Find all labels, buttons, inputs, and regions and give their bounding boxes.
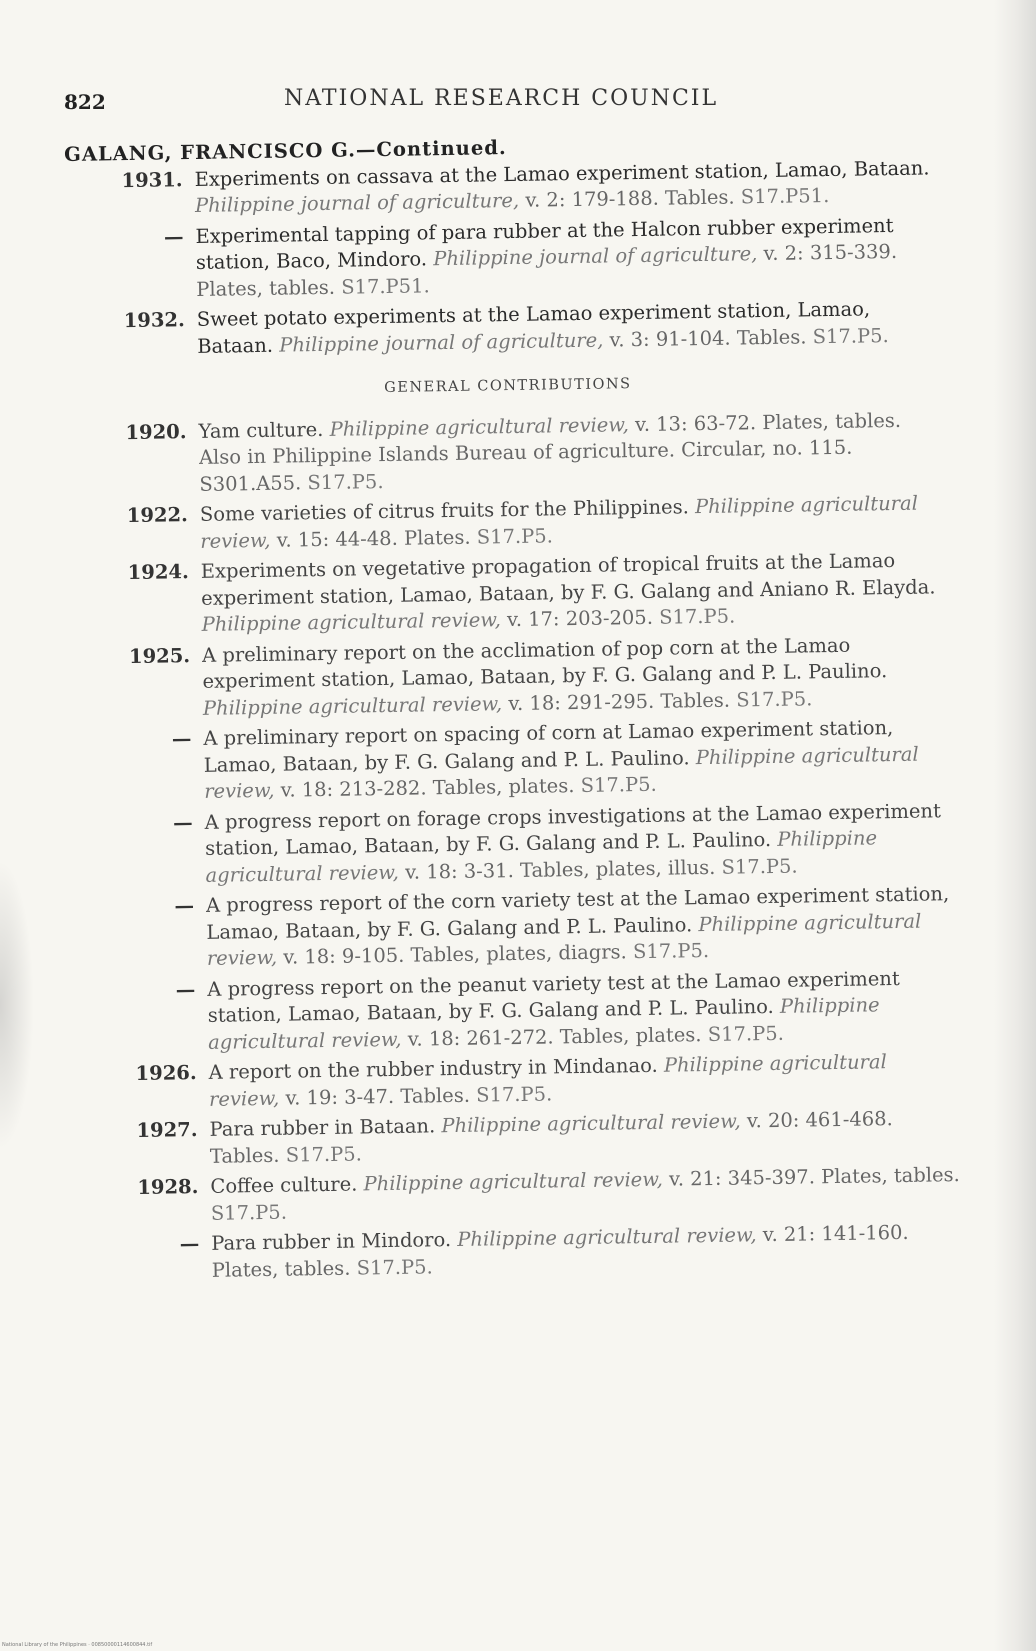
bibliography-entry: [76, 881, 957, 974]
bibliography-text: [64, 128, 962, 1290]
entry-body: [194, 155, 945, 220]
entry-journal: Philippine agricultural review,: [205, 826, 878, 887]
entry-meta: v. 15: 44-48. Plates.: [276, 525, 471, 552]
scan-smudge: [0, 860, 34, 1150]
entry-journal: Philippine agricultural review,: [457, 1223, 757, 1251]
entry-journal: Philippine agricultural review,: [200, 491, 919, 553]
entry-title: A report on the rubber industry in Mindanao.: [208, 1053, 658, 1084]
bibliography-entry: [80, 1162, 961, 1229]
entry-body: [211, 1219, 962, 1284]
bibliography-entry: [81, 1219, 962, 1286]
entry-journal: Philippine journal of agriculture,: [279, 328, 604, 357]
entry-title: Some varieties of citrus fruits for the Philippines.: [199, 495, 690, 526]
entry-body: [200, 490, 951, 555]
entry-meta: v. 13: 63-72. Plates, tables. Also in Philippine Islands Bureau of agriculture. Circular, no. 115. S301.A55.: [198, 408, 902, 496]
entry-journal: Philippine agricultural review,: [329, 412, 630, 441]
entry-body: [198, 407, 949, 498]
entry-call-number: S17.P5.: [307, 469, 384, 494]
page-edge-shadow: [994, 0, 1036, 1651]
entry-meta: v. 18: 3-31. Tables, plates, illus.: [404, 855, 716, 884]
entry-title: Sweet potato experiments at the Lamao experiment station, Lamao, Bataan.: [196, 297, 871, 358]
entry-meta: v. 3: 91-104. Tables.: [609, 324, 807, 351]
entry-journal: Philippine agricultural review,: [204, 742, 919, 803]
entry-call-number: S17.P5.: [658, 604, 736, 629]
running-title: NATIONAL RESEARCH COUNCIL: [284, 86, 719, 111]
bibliography-entry: [68, 407, 949, 500]
entry-title: Experiments on cassava at the Lamao experiment station, Lamao, Bataan.: [194, 155, 930, 191]
entry-journal: Philippine agricultural review,: [441, 1109, 741, 1138]
entry-body: [197, 295, 948, 360]
entry-call-number: S17.P5.: [580, 772, 657, 797]
entry-title: Para rubber in Mindoro.: [211, 1228, 452, 1255]
entry-meta: v. 18: 213-282. Tables, plates.: [280, 774, 575, 802]
bibliography-entry: [72, 631, 953, 724]
entry-title: Yam culture.: [198, 417, 324, 443]
entry-journal: Philippine agricultural review,: [208, 1050, 887, 1111]
entry-body: [208, 1048, 959, 1113]
entry-body: [210, 1162, 961, 1227]
entry-year: 1927.: [136, 1118, 198, 1142]
entry-title: Experimental tapping of para rubber at the Halcon rubber experiment station, Baco, Mindoro.: [195, 213, 894, 274]
scan-footer: National Library of the Philippines · 00850000114600844.tif: [2, 1642, 153, 1648]
entry-meta: v. 17: 203-205.: [506, 605, 654, 632]
entry-call-number: S17.P5.: [476, 523, 554, 549]
entry-year: 1920.: [125, 419, 187, 444]
entry-body: [203, 714, 954, 805]
entry-call-number: S17.P5.: [356, 1254, 433, 1280]
entry-title: A progress report on forage crops investigations at the Lamao experiment station, Lamao, Bataan, by F. G. Galang and P. L. Paulino.: [204, 798, 941, 860]
entry-meta: v. 2: 315-339. Plates, tables.: [196, 239, 898, 301]
entry-meta: v. 18: 291-295. Tables.: [508, 688, 731, 715]
entry-body: [201, 547, 952, 638]
bibliography-entry: [65, 212, 946, 305]
entry-call-number: S17.P51.: [341, 273, 430, 299]
entry-title: A progress report on the peanut variety test at the Lamao experiment station, Lamao, Bataan, by F. G. Galang and P. L. Paulino.: [207, 966, 900, 1027]
entry-year: 1925.: [128, 643, 191, 668]
entry-meta: v. 21: 345-397. Plates, tables.: [668, 1163, 960, 1191]
entry-title: Experiments on vegetative propagation of tropical fruits at the Lamao experiment station, Lamao, Bataan, by F. G. Galang and Aniano R. Elayda.: [200, 548, 936, 610]
entry-meta: v. 19: 3-47. Tables.: [285, 1083, 471, 1110]
entry-title: Coffee culture.: [210, 1172, 358, 1198]
entry-title: Para rubber in Bataan.: [209, 1114, 436, 1141]
entry-body: [206, 881, 957, 972]
entry-title: A preliminary report on spacing of corn at Lamao experiment station, Lamao, Bataan, by F. G. Galang and P. L. Paulino.: [203, 716, 894, 777]
entry-journal: Philippine agricultural review,: [207, 993, 880, 1054]
entry-year: 1924.: [127, 560, 189, 585]
entry-call-number: S17.P5.: [210, 1200, 288, 1225]
entry-meta: v. 2: 179-188. Tables.: [525, 185, 735, 212]
entry-body: [195, 212, 946, 303]
entry-call-number: S17.P5.: [707, 1021, 785, 1046]
entry-call-number: S17.P5.: [475, 1081, 553, 1107]
entry-meta: v. 18: 261-272. Tables, plates.: [407, 1022, 702, 1051]
entry-journal: Philippine agricultural review,: [206, 909, 922, 970]
bibliography-entry: [70, 490, 951, 557]
entry-body: [209, 1105, 960, 1170]
bibliography-entry: [78, 1048, 959, 1115]
bibliography-entry: [77, 965, 958, 1058]
entry-journal: Philippine agricultural review,: [202, 691, 503, 720]
entry-journal: Philippine agricultural review,: [201, 608, 502, 636]
author-heading: GALANG, FRANCISCO G.—Continued.: [64, 136, 507, 166]
entry-call-number: S17.P5.: [632, 938, 710, 964]
entry-body: [207, 965, 958, 1056]
entry-year: —: [175, 977, 196, 1001]
bibliography-entry: [67, 295, 948, 362]
section-heading: GENERAL CONTRIBUTIONS: [384, 376, 632, 396]
entry-call-number: S17.P5.: [285, 1141, 363, 1167]
bibliography-entry: [75, 798, 956, 891]
entry-year: —: [171, 727, 192, 751]
entry-journal: Philippine agricultural review,: [363, 1167, 663, 1196]
entry-year: 1931.: [121, 167, 183, 192]
bibliography-entry: [73, 714, 954, 807]
entry-year: —: [163, 224, 184, 248]
entry-journal: Philippine journal of agriculture,: [194, 188, 520, 217]
entry-call-number: S17.P5.: [721, 854, 798, 879]
entry-journal: Philippine journal of agriculture,: [433, 242, 758, 271]
entry-title: A progress report of the corn variety test at the Lamao experiment station, Lamao, Bataan, by F. G. Galang and P. L. Paulino.: [205, 882, 950, 944]
entry-title: A preliminary report on the acclimation of pop corn at the Lamao experiment station, Lamao, Bataan, by F. G. Galang and P. L. Paulino.: [201, 633, 888, 693]
entry-year: —: [179, 1232, 200, 1256]
entry-meta: v. 21: 141-160. Plates, tables.: [211, 1220, 909, 1282]
entry-year: —: [174, 894, 195, 918]
entry-year: —: [173, 810, 193, 834]
entry-meta: v. 18: 9-105. Tables, plates, diagrs.: [283, 940, 627, 969]
bibliography-entry: [71, 547, 952, 640]
entry-call-number: S17.P5.: [812, 323, 889, 348]
entry-year: 1928.: [137, 1175, 199, 1199]
page-number: 822: [64, 90, 106, 114]
entry-year: 1922.: [126, 503, 189, 528]
general-entry-list: [68, 407, 961, 1286]
entry-call-number: S17.P51.: [740, 183, 830, 209]
entry-call-number: S17.P5.: [736, 686, 813, 712]
entry-list: [64, 155, 947, 362]
entry-body: [202, 631, 953, 722]
entry-body: [205, 798, 956, 889]
page-header: [64, 86, 924, 120]
bibliography-entry: [79, 1105, 960, 1172]
entry-meta: v. 20: 461-468. Tables.: [209, 1107, 893, 1168]
entry-year: 1932.: [123, 308, 185, 333]
entry-year: 1926.: [135, 1061, 197, 1085]
